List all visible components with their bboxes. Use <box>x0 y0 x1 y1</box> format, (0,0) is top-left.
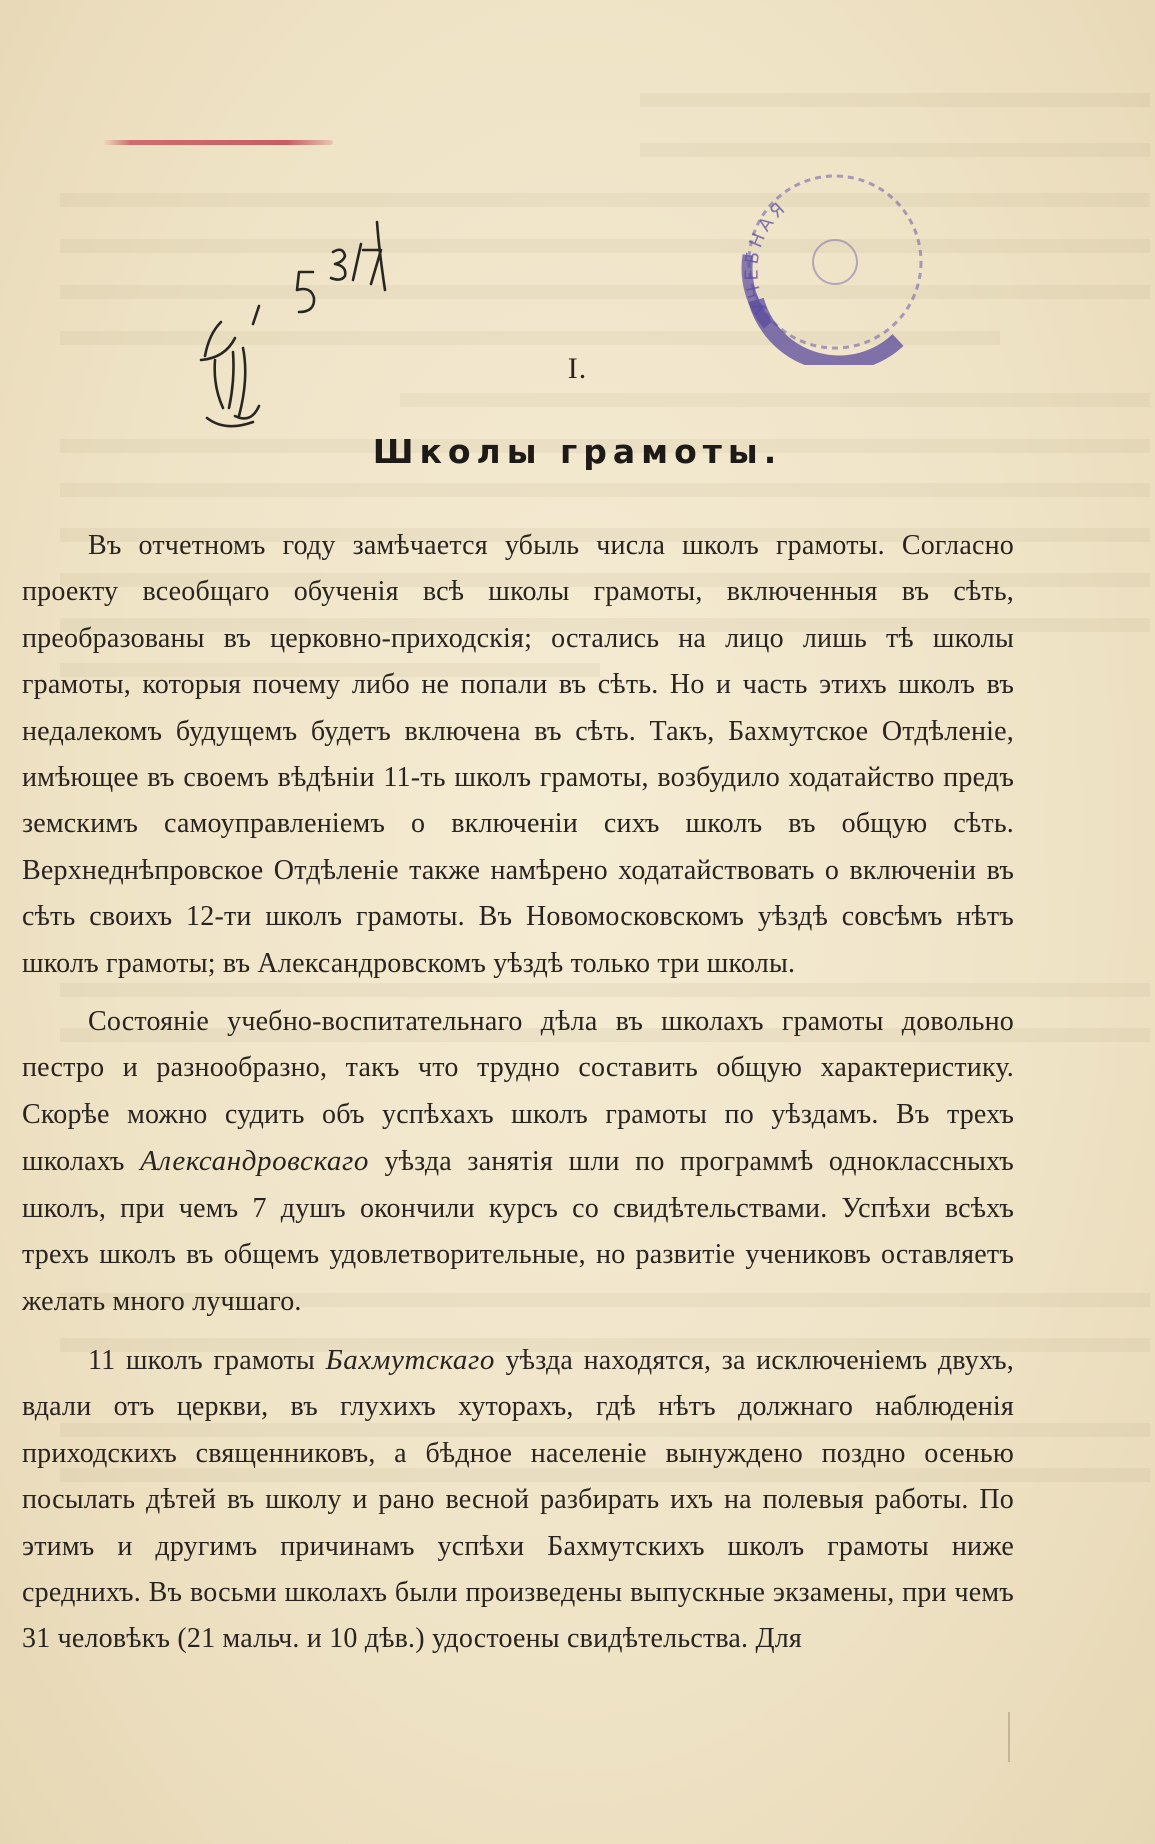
emphasized-place-name: Александровскаго <box>140 1145 370 1178</box>
section-numeral: I. <box>567 352 588 385</box>
emphasized-place-name: Бахмутскаго <box>325 1343 496 1376</box>
red-pencil-mark <box>103 140 333 145</box>
paragraph-text: уѣзда занятія шли по программѣ одноклассныхъ школъ, при чемъ 7 душъ окончили курсъ со свидѣтельствами. Успѣхи всѣхъ трехъ школъ въ общемъ удовлетворительные, но развитіе учениковъ оставляетъ желать много лучшаго. <box>22 1146 1014 1317</box>
paragraph <box>22 523 1014 987</box>
paragraph-text: уѣзда находятся, за исключеніемъ двухъ, вдали отъ церкви, въ глухихъ хуторахъ, гдѣ нѣтъ должнаго наблюденія приходскихъ священниковъ, а бѣдное населеніе вынуждено поздно осенью посылать дѣтей въ школу и рано весной разбирать ихъ на полевыя работы. По этимъ и другимъ причинамъ успѣхи Бахмутскихъ школъ грамоты ниже среднихъ. Въ восьми школахъ были произведены выпускные экзамены, при чемъ 31 человѣкъ (21 мальч. и 10 дѣв.) удостоены свидѣтельства. Для <box>22 1344 1014 1655</box>
body-text <box>22 523 1014 1663</box>
pencil-tick-mark <box>1007 1712 1011 1762</box>
library-stamp-icon <box>728 150 943 365</box>
svg-text:УЧЕБНАЯ: УЧЕБНАЯ <box>741 196 793 317</box>
paragraph <box>22 999 1014 1325</box>
page-title: Школы грамоты. <box>372 432 783 471</box>
paragraph <box>22 1337 1014 1663</box>
paragraph-text: 11 школъ грамоты <box>88 1344 326 1376</box>
paragraph-text: Состояніе учебно-воспитательнаго дѣла въ школахъ грамоты довольно пестро и разнообразно, такъ что трудно составить общую характеристику. Скорѣе можно судить объ успѣхахъ школъ грамоты по уѣздамъ. Въ трехъ школахъ <box>22 1006 1014 1178</box>
handwritten-annotation <box>195 210 445 450</box>
paragraph-text: Въ отчетномъ году замѣчается убыль числа школъ грамоты. Согласно проекту всеобщаго обученія всѣ школы грамоты, включенныя въ сѣть, преобразованы въ церковно-приходскія; остались на лицо лишь тѣ школы грамоты, которыя почему либо не попали въ сѣть. Но и часть этихъ школъ въ недалекомъ будущемъ будетъ включена въ сѣть. Такъ, Бахмутское Отдѣленіе, имѣющее въ своемъ вѣдѣніи 11-ть школъ грамоты, возбудило ходатайство предъ земскимъ самоуправленіемъ о включеніи сихъ школъ въ общую сѣть. Верхнеднѣпровское Отдѣленіе также намѣрено ходатайствовать о включеніи въ сѣть своихъ 12-ти школъ грамоты. Въ Новомосковскомъ уѣздѣ совсѣмъ нѣтъ школъ грамоты; въ Александровскомъ уѣздѣ только три школы. <box>22 530 1014 979</box>
